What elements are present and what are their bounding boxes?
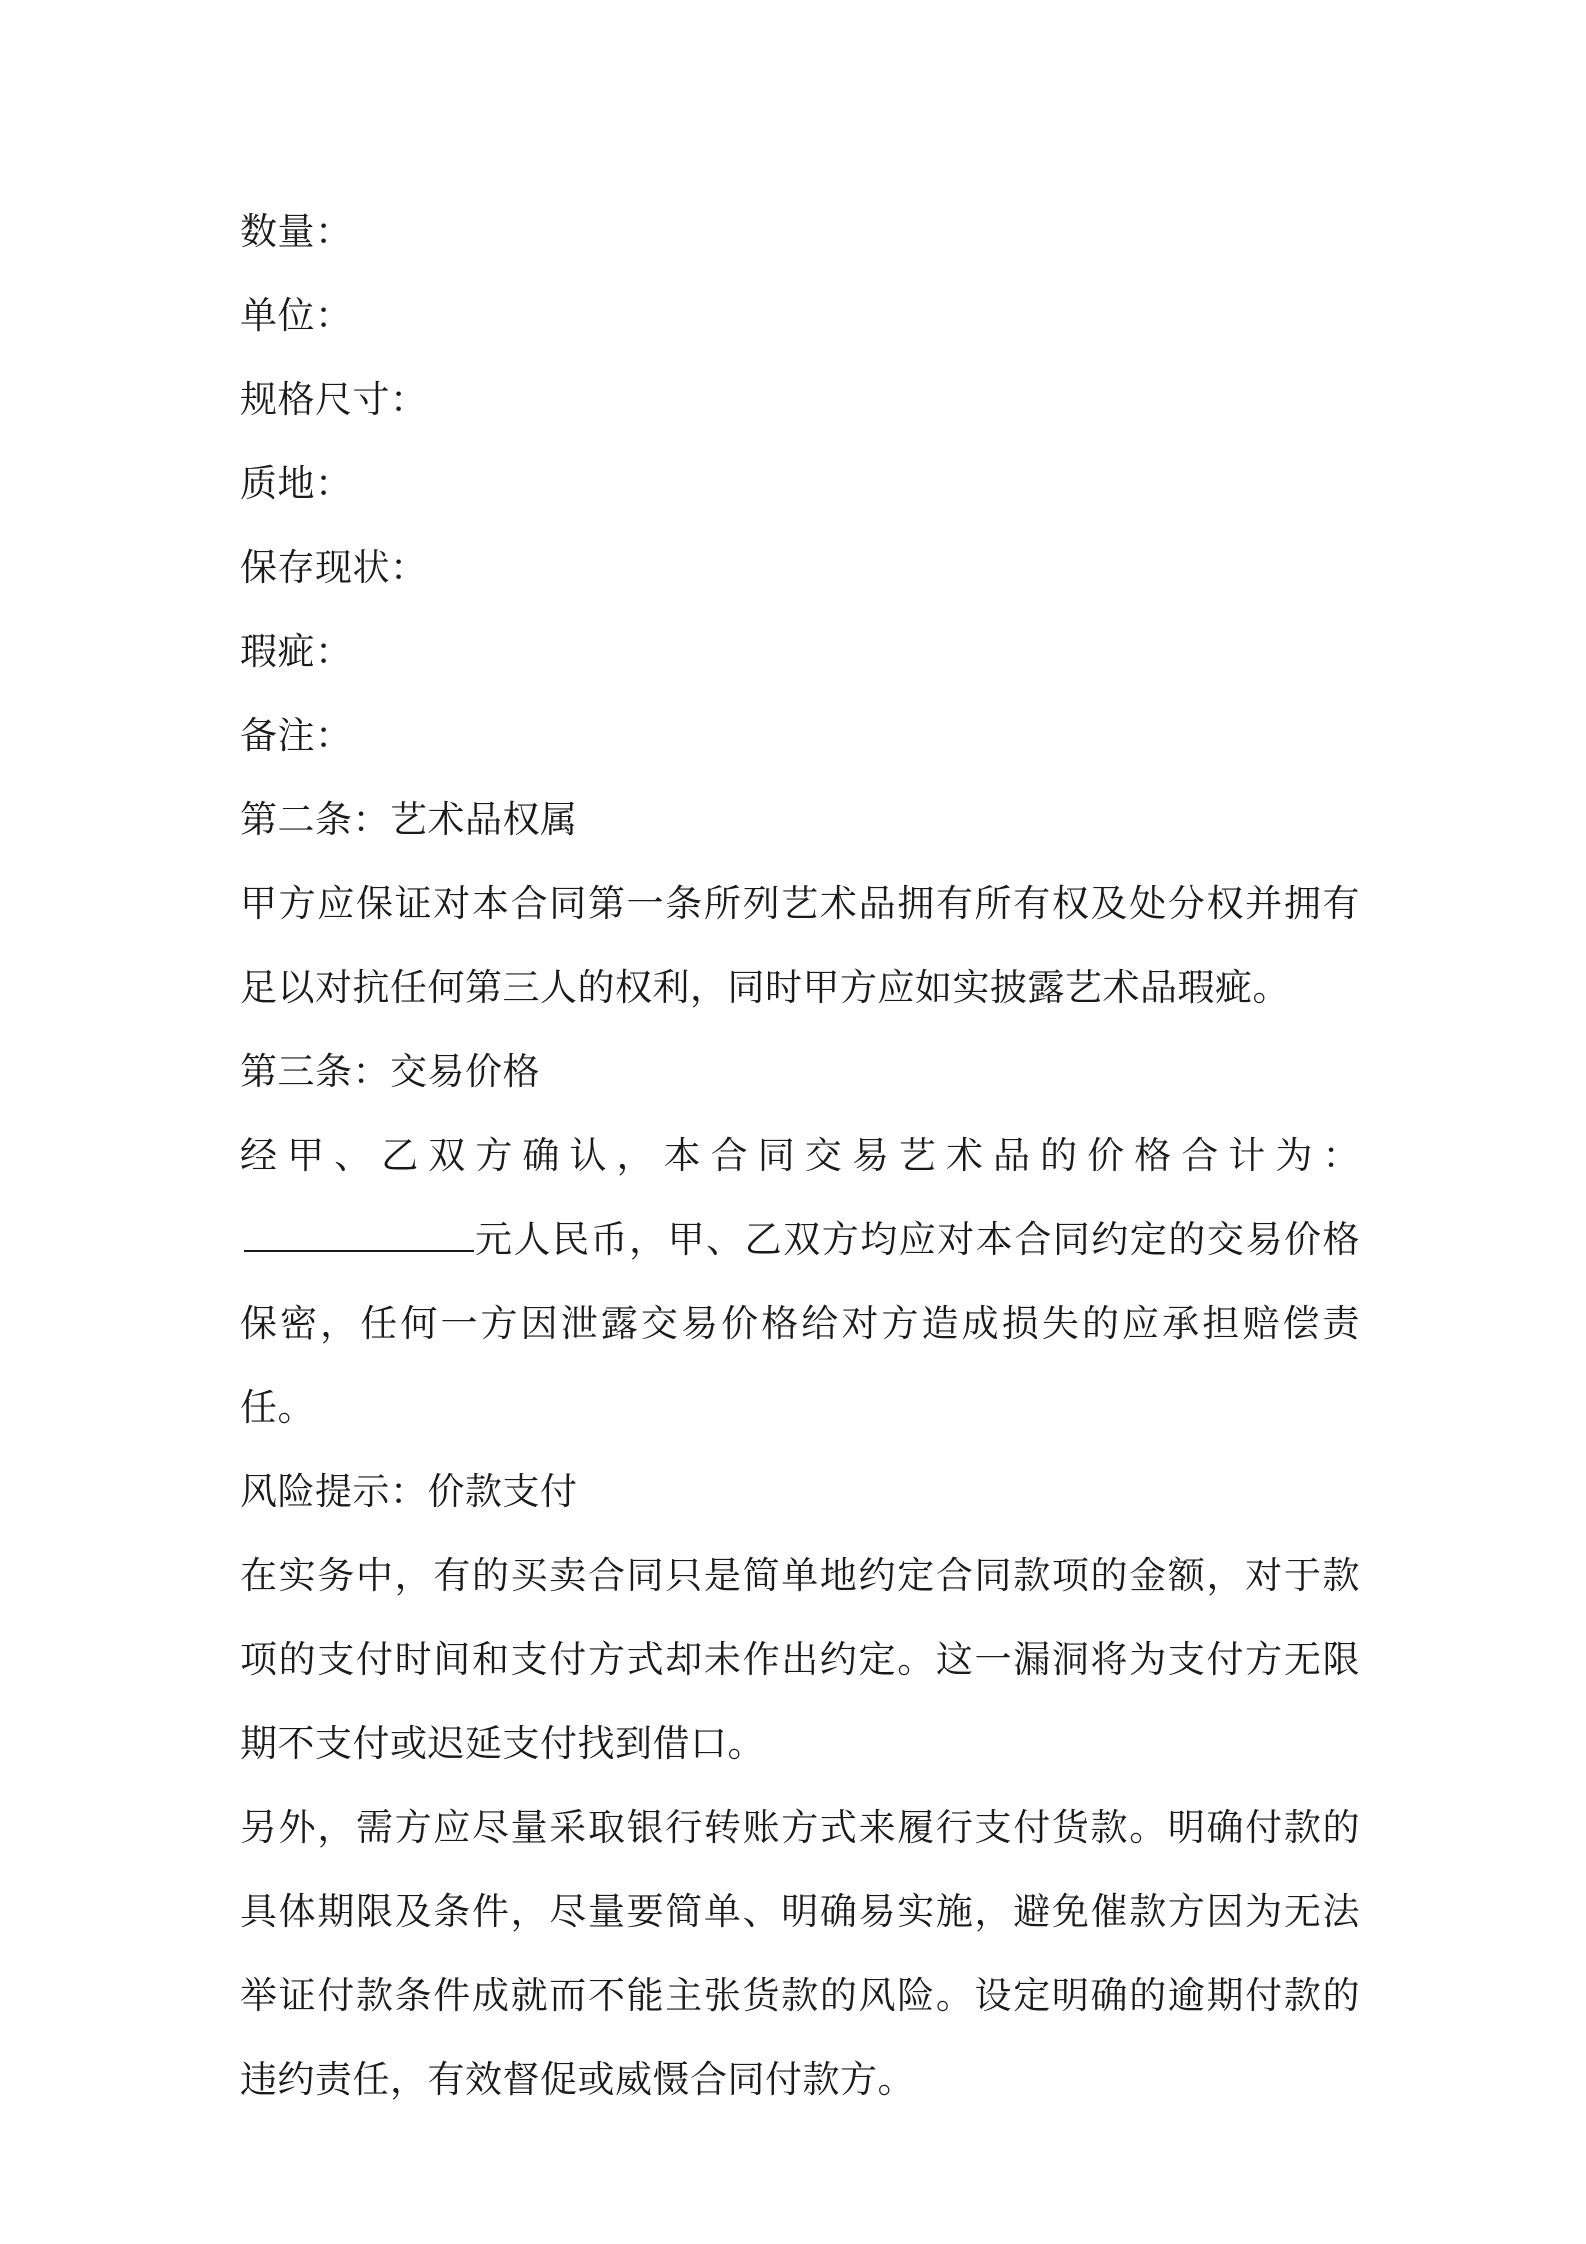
field-remarks: 备注： (240, 714, 353, 757)
article3-body-before-blank: 经甲、乙双方确认，本合同交易艺术品的价格合计为： (240, 1134, 1360, 1177)
article2-heading: 第二条：艺术品权属 (240, 798, 578, 841)
article3-body (240, 1114, 1360, 1450)
article2-body: 甲方应保证对本合同第一条所列艺术品拥有所有权及处分权并拥有足以对抗任何第三人的权利，同时甲方应如实披露艺术品瑕疵。 (240, 882, 1360, 1009)
field-dimensions: 规格尺寸： (240, 378, 428, 421)
price-blank-line (244, 1220, 474, 1252)
field-condition: 保存现状： (240, 546, 428, 589)
risk-paragraph-2: 另外，需方应尽量采取银行转账方式来履行支付货款。明确付款的具体期限及条件，尽量要简单、明确易实施，避免催款方因为无法举证付款条件成就而不能主张货款的风险。设定明确的逾期付款的违约责任，有效督促或威慑合同付款方。 (240, 1806, 1360, 2101)
field-material: 质地： (240, 462, 353, 505)
article3-heading: 第三条：交易价格 (240, 1050, 540, 1093)
field-defects: 瑕疵： (240, 630, 353, 673)
risk-heading: 风险提示：价款支付 (240, 1470, 578, 1513)
risk-paragraph-1: 在实务中，有的买卖合同只是简单地约定合同款项的金额，对于款项的支付时间和支付方式却未作出约定。这一漏洞将为支付方无限期不支付或迟延支付找到借口。 (240, 1554, 1360, 1765)
field-unit: 单位： (240, 294, 353, 337)
field-quantity: 数量： (240, 210, 353, 253)
article3-body-after-blank: 元人民币，甲、乙双方均应对本合同约定的交易价格保密，任何一方因泄露交易价格给对方造成损失的应承担赔偿责任。 (240, 1218, 1360, 1429)
document-page (240, 190, 1360, 2122)
